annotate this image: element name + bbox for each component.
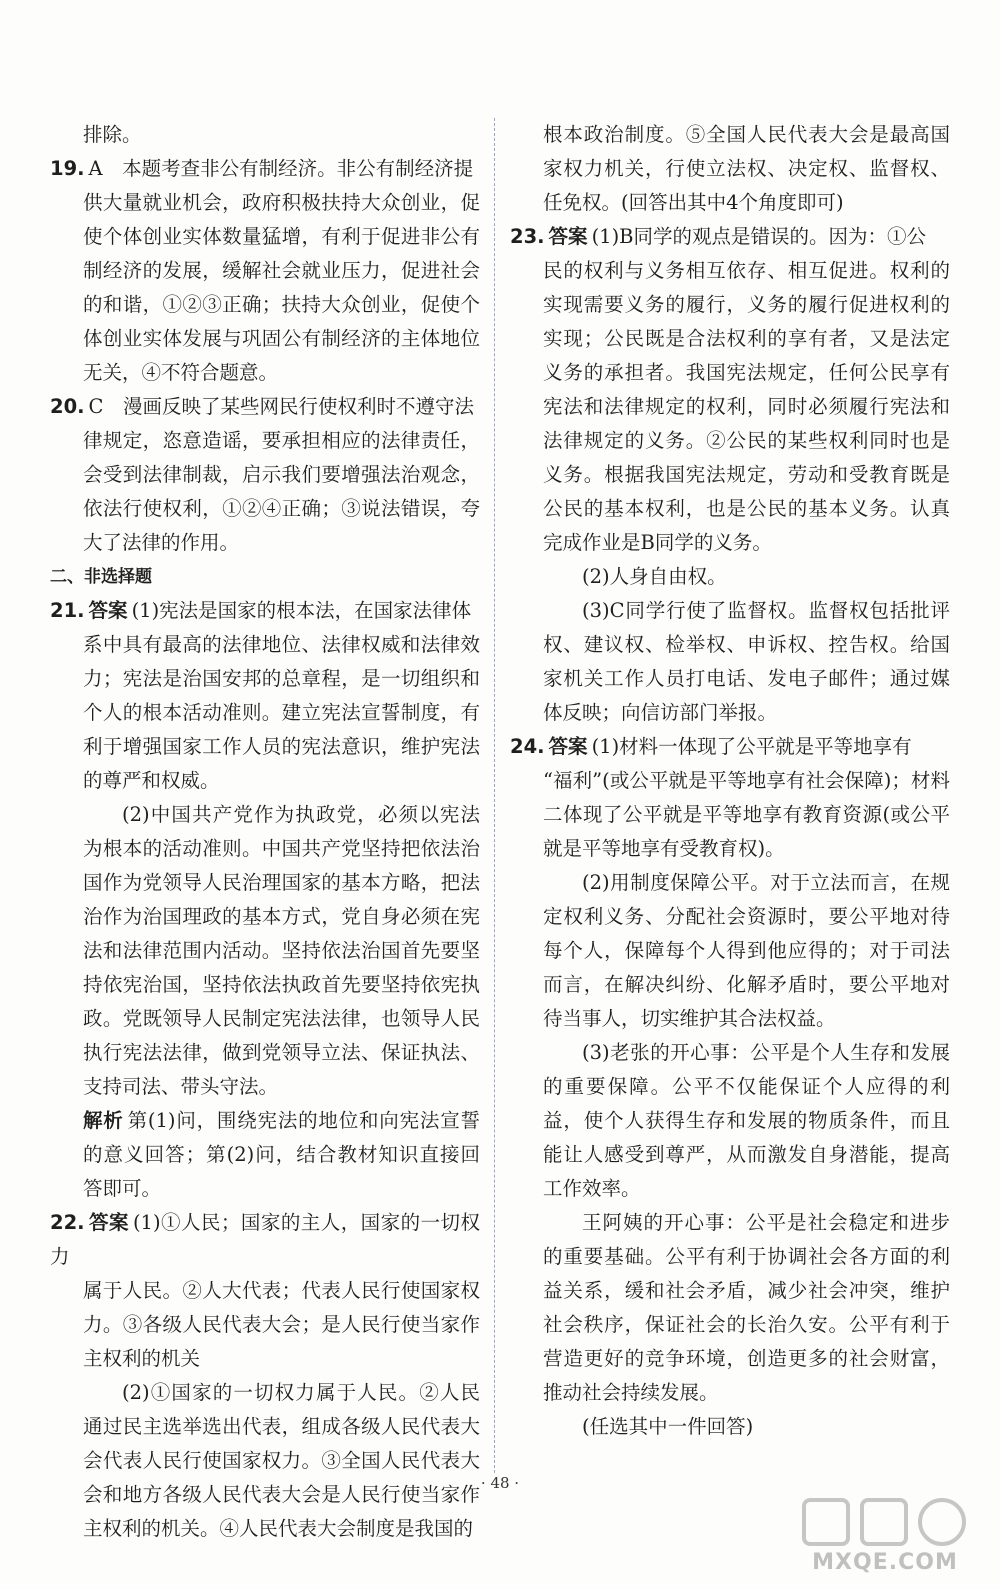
continuation-text: 排除。: [83, 123, 142, 146]
left-column: [50, 118, 480, 1546]
section-heading: 二、非选择题: [50, 567, 152, 587]
question-24: [510, 730, 950, 1444]
answer-part-3: (3)老张的开心事：公平是个人生存和发展的重要保障。公平不仅能保证个人应得的利益，使个人获得生存和发展的物质条件，而且能让人感受到尊严，从而激发自身潜能，提高工作效率。: [543, 1041, 950, 1200]
answer-note: (任选其中一件回答): [582, 1415, 754, 1438]
page-number: · 48 ·: [480, 1474, 520, 1492]
answer-part-2: (2)用制度保障公平。对于立法而言，在规定权利义务、分配社会资源时，要公平地对待每个人，保障每个人得到他应得的；对于司法而言，在解决纠纷、化解矛盾时，要公平地对待当事人，切实维护其合法权益。: [543, 871, 950, 1030]
question-number: 23.: [510, 225, 545, 248]
continuation-text: 根本政治制度。⑤全国人民代表大会是最高国家权力机关，行使立法权、决定权、监督权、任免权。(回答出其中4个角度即可): [543, 123, 950, 214]
answer-part-4: 王阿姨的开心事：公平是社会稳定和进步的重要基础。公平有利于协调社会各方面的利益关系，缓和社会矛盾，减少社会冲突，维护社会秩序，保证社会的长治久安。公平有利于营造更好的竞争环境，创造更多的社会财富，推动社会持续发展。: [543, 1211, 950, 1404]
watermark: [790, 1492, 980, 1584]
question-lead: (1)①人民；国家的主人，国家的一切权力: [50, 1211, 480, 1268]
question-number: 19.: [50, 157, 85, 180]
answer-label: 答案: [88, 599, 128, 622]
answer-part-2: (2)人身自由权。: [582, 565, 727, 588]
question-lead: (1)材料一体现了公平就是平等地享有: [591, 735, 912, 758]
column-divider: [494, 118, 495, 1473]
question-body: 律规定，恣意造谣，要承担相应的法律责任，会受到法律制裁，启示我们要增强法治观念，依法行使权利，①②④正确；③说法错误，夸大了法律的作用。: [83, 429, 480, 554]
watermark-logo-icon: [790, 1492, 980, 1550]
watermark-url: MXQE.COM: [812, 1550, 958, 1575]
answer-part-2: (2)①国家的一切权力属于人民。②人民通过民主选举选出代表，组成各级人民代表大会代表人民行使国家权力。③全国人民代表大会和地方各级人民代表大会是人民行使当家作主权利的机关。④人民代表大会制度是我国的: [83, 1381, 480, 1540]
question-number: 24.: [510, 735, 545, 758]
answer-label: 答案: [548, 735, 588, 758]
analysis-label: 解析: [83, 1109, 124, 1132]
question-body: 供大量就业机会，政府积极扶持大众创业，促使个体创业实体数量猛增，有利于促进非公有制经济的发展，缓解社会就业压力，促进社会的和谐，①②③正确；扶持大众创业，促使个体创业实体发展与巩固公有制经济的主体地位无关，④不符合题意。: [83, 191, 480, 384]
question-lead: (1)B同学的观点是错误的。因为：①公: [591, 225, 927, 248]
answer-label: 答案: [88, 1211, 129, 1234]
answer-part-2: (2)中国共产党作为执政党，必须以宪法为根本的活动准则。中国共产党坚持把依法治国作为党领导人民治理国家的基本方略，把法治作为治国理政的基本方式，党自身必须在宪法和法律范围内活动。坚持依法治国首先要坚持依宪治国，坚持依法执政首先要坚持依宪执政。党既领导人民制定宪法法律，也领导人民执行宪法法律，做到党领导立法、保证执法、支持司法、带头守法。: [83, 803, 480, 1098]
answer-part-3: (3)C同学行使了监督权。监督权包括批评权、建议权、检举权、申诉权、控告权。给国家机关工作人员打电话、发电子邮件；通过媒体反映；向信访部门举报。: [543, 599, 950, 724]
question-21: [50, 594, 480, 1206]
question-lead: (1)宪法是国家的根本法，在国家法律体: [131, 599, 472, 622]
answer-body: 属于人民。②人大代表；代表人民行使国家权力。③各级人民代表大会；是人民行使当家作主权利的机关: [83, 1279, 480, 1370]
question-19: [50, 152, 480, 390]
question-lead: C 漫画反映了某些网民行使权利时不遵守法: [88, 395, 474, 418]
analysis-text: 第(1)问，围绕宪法的地位和向宪法宣誓的意义回答；第(2)问，结合教材知识直接回答即可。: [83, 1109, 480, 1200]
question-number: 20.: [50, 395, 85, 418]
question-23: [510, 220, 950, 730]
right-column: [510, 118, 950, 1444]
answer-body: 民的权利与义务相互依存、相互促进。权利的实现需要义务的履行，义务的履行促进权利的实现；公民既是合法权利的享有者，又是法定义务的承担者。我国宪法规定，任何公民享有宪法和法律规定的权利，同时必须履行宪法和法律规定的义务。②公民的某些权利同时也是义务。根据我国宪法规定，劳动和受教育既是公民的基本权利，也是公民的基本义务。认真完成作业是B同学的义务。: [543, 259, 950, 554]
answer-body: 系中具有最高的法律地位、法律权威和法律效力；宪法是治国安邦的总章程，是一切组织和个人的根本活动准则。建立宪法宣誓制度，有利于增强国家工作人员的宪法意识，维护宪法的尊严和权威。: [83, 633, 480, 792]
answer-label: 答案: [548, 225, 588, 248]
answer-body: “福利”(或公平就是平等地享有社会保障)；材料二体现了公平就是平等地享有教育资源(或公平就是平等地享有受教育权)。: [543, 769, 950, 860]
question-lead: A 本题考查非公有制经济。非公有制经济提: [88, 157, 474, 180]
question-20: [50, 390, 480, 560]
question-22: [50, 1206, 480, 1546]
question-number: 22.: [50, 1211, 85, 1234]
question-number: 21.: [50, 599, 85, 622]
